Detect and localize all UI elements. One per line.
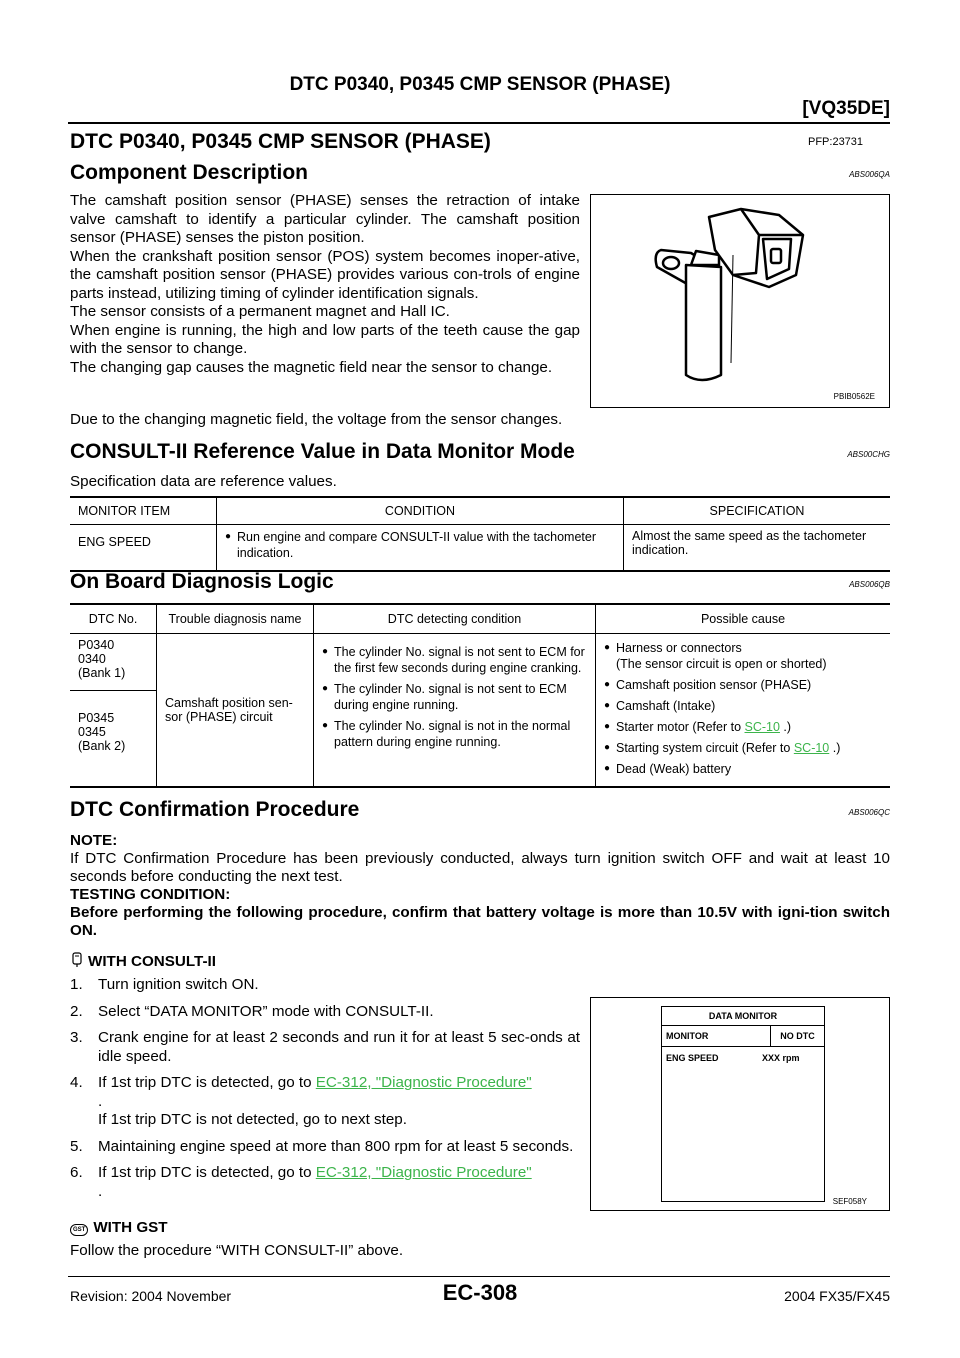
revision: Revision: 2004 November <box>70 1288 232 1304</box>
diagnostic-procedure-link[interactable]: EC-312, "Diagnostic Procedure" <box>315 1074 532 1091</box>
dtc-cell <box>70 691 157 788</box>
consult-heading: CONSULT-II Reference Value in Data Monitor Mode <box>70 440 575 463</box>
cause-item: ● Starting system circuit (Refer to SC-10 .) <box>604 740 882 756</box>
condition-item: ● The cylinder No. signal is not sent to ECM for the first few seconds during engine cranking. <box>322 644 587 676</box>
dtc-cell <box>70 634 157 691</box>
column-header: Possible cause <box>596 604 891 634</box>
pfp-code: PFP:23731 <box>808 136 864 148</box>
column-header: CONDITION <box>217 497 624 525</box>
monitor-title: DATA MONITOR <box>662 1007 824 1026</box>
section-title: DTC P0340, P0345 CMP SENSOR (PHASE) <box>70 130 491 153</box>
procedure-steps <box>70 976 580 1209</box>
testing-text: Before performing the following procedure, confirm that battery voltage is more than 10.5V with igni-tion switch ON. <box>70 904 890 939</box>
monitor-status: NO DTC <box>780 1031 815 1041</box>
table-cell: Almost the same speed as the tachometer indication. <box>624 525 891 572</box>
note-text: If DTC Confirmation Procedure has been previously conducted, always turn ignition switch OFF and wait at least 10 seconds before conducting the next test. <box>70 850 890 885</box>
component-paragraph: When engine is running, the high and low parts of the teeth cause the gap with the sensor to change. <box>70 321 580 357</box>
monitor-value: XXX rpm <box>762 1053 800 1063</box>
model: 2004 FX35/FX45 <box>784 1288 890 1304</box>
consult-table <box>70 496 890 572</box>
step-item: 2. Select “DATA MONITOR” mode with CONSULT-II. <box>70 1002 434 1020</box>
component-code: ABS006QA <box>849 170 890 179</box>
component-paragraph: The sensor consists of a permanent magnet and Hall IC. <box>70 303 450 320</box>
sc-10-link[interactable]: SC-10 <box>793 741 830 755</box>
dtc-code: 0340 <box>78 652 106 666</box>
dtc-code: P0340 <box>78 638 115 652</box>
column-header: DTC No. <box>70 604 157 634</box>
step-item: 4. If 1st trip DTC is detected, go to EC-312, "Diagnostic Procedure" . If 1st trip DTC is not detected, go to next step. <box>70 1074 532 1128</box>
cause-item: ● Dead (Weak) battery <box>604 761 882 777</box>
footer-rule <box>68 1276 890 1277</box>
dtc-bank: (Bank 2) <box>78 739 126 753</box>
note-block <box>70 832 890 940</box>
step-item: 1. Turn ignition switch ON. <box>70 976 259 993</box>
gst-icon: GST <box>70 1224 88 1236</box>
obd-code: ABS006QB <box>849 580 890 589</box>
dtc-conf-heading: DTC Confirmation Procedure <box>70 798 360 821</box>
testing-label: TESTING CONDITION: <box>70 886 231 903</box>
dtc-conf-code: ABS006QC <box>848 808 890 817</box>
monitor-item: ENG SPEED <box>666 1053 719 1063</box>
condition-item: ● The cylinder No. signal is not in the normal pattern during engine running. <box>322 718 587 750</box>
data-monitor-figure <box>590 997 890 1211</box>
monitor-data-row <box>662 1047 824 1063</box>
table-cell: ENG SPEED <box>78 535 151 549</box>
trouble-name-cell: Camshaft position sen-sor (PHASE) circuit <box>157 634 314 788</box>
gst-text: Follow the procedure “WITH CONSULT-II” above. <box>70 1242 404 1259</box>
diagnostic-procedure-link[interactable]: EC-312, "Diagnostic Procedure" <box>315 1164 532 1181</box>
dtc-code: 0345 <box>78 725 106 739</box>
component-paragraph: The changing gap causes the magnetic field near the sensor to change. <box>70 358 553 376</box>
component-paragraph: The camshaft position sensor (PHASE) senses the retraction of intake valve camshaft to identify a particular cylinder. The camshaft position sensor (PHASE) senses the piston position. <box>70 192 580 246</box>
sensor-figure <box>590 194 890 408</box>
page-number: EC-308 <box>442 1280 518 1305</box>
sensor-figure-code: PBIB0562E <box>833 392 875 401</box>
column-header: MONITOR ITEM <box>70 497 217 525</box>
column-header: SPECIFICATION <box>624 497 891 525</box>
sc-10-link[interactable]: SC-10 <box>744 720 780 734</box>
dtc-code: P0345 <box>78 711 115 725</box>
running-title: DTC P0340, P0345 CMP SENSOR (PHASE) <box>289 74 671 95</box>
engine-label: [VQ35DE] <box>802 98 890 119</box>
monitor-header-row <box>662 1026 824 1047</box>
monitor-figure-code: SEF058Y <box>832 1197 867 1206</box>
step-item: 3. Crank engine for at least 2 seconds and run it for at least 5 sec-onds at idle speed. <box>70 1029 580 1065</box>
note-label: NOTE: <box>70 832 118 849</box>
with-consult-heading: WITH CONSULT-II <box>70 952 216 970</box>
table-cell <box>217 525 624 572</box>
monitor-screen <box>661 1006 825 1202</box>
camshaft-sensor-illustration <box>591 195 889 407</box>
step-item: 5. Maintaining engine speed at more than 800 rpm for at least 5 seconds. <box>70 1137 574 1155</box>
consult-code: ABS00CHG <box>847 450 890 459</box>
obd-heading: On Board Diagnosis Logic <box>70 570 334 593</box>
component-heading: Component Description <box>70 161 309 184</box>
cause-item: ● Camshaft (Intake) <box>604 698 882 714</box>
with-gst-heading: GST WITH GST <box>70 1219 168 1236</box>
obd-table <box>70 603 890 788</box>
possible-cause-cell <box>596 634 891 788</box>
monitor-col-label: MONITOR <box>662 1026 771 1046</box>
header-rule <box>68 122 890 124</box>
cause-item: ● Harness or connectors (The sensor circuit is open or shorted) <box>604 640 882 672</box>
step-item: 6. If 1st trip DTC is detected, go to EC-312, "Diagnostic Procedure" . <box>70 1164 532 1200</box>
component-last-line: Due to the changing magnetic field, the voltage from the sensor changes. <box>70 411 563 428</box>
condition-item: ● Run engine and compare CONSULT-II value with the tachometer indication. <box>225 529 615 561</box>
component-text <box>70 192 580 377</box>
consult-tool-icon <box>70 952 84 968</box>
consult-intro: Specification data are reference values. <box>70 473 337 490</box>
component-paragraph: When the crankshaft position sensor (POS) system becomes inoper-ative, the camshaft position sensor (PHASE) provides various con-trols of engine parts instead, utilizing timing of cylinder identification signals. <box>70 247 580 302</box>
detecting-condition-cell <box>314 634 596 788</box>
condition-item: ● The cylinder No. signal is not sent to ECM during engine running. <box>322 681 587 713</box>
column-header: DTC detecting condition <box>314 604 596 634</box>
column-header: Trouble diagnosis name <box>157 604 314 634</box>
cause-item: ● Camshaft position sensor (PHASE) <box>604 677 882 693</box>
cause-item: ● Starter motor (Refer to SC-10 .) <box>604 719 882 735</box>
dtc-bank: (Bank 1) <box>78 666 126 680</box>
